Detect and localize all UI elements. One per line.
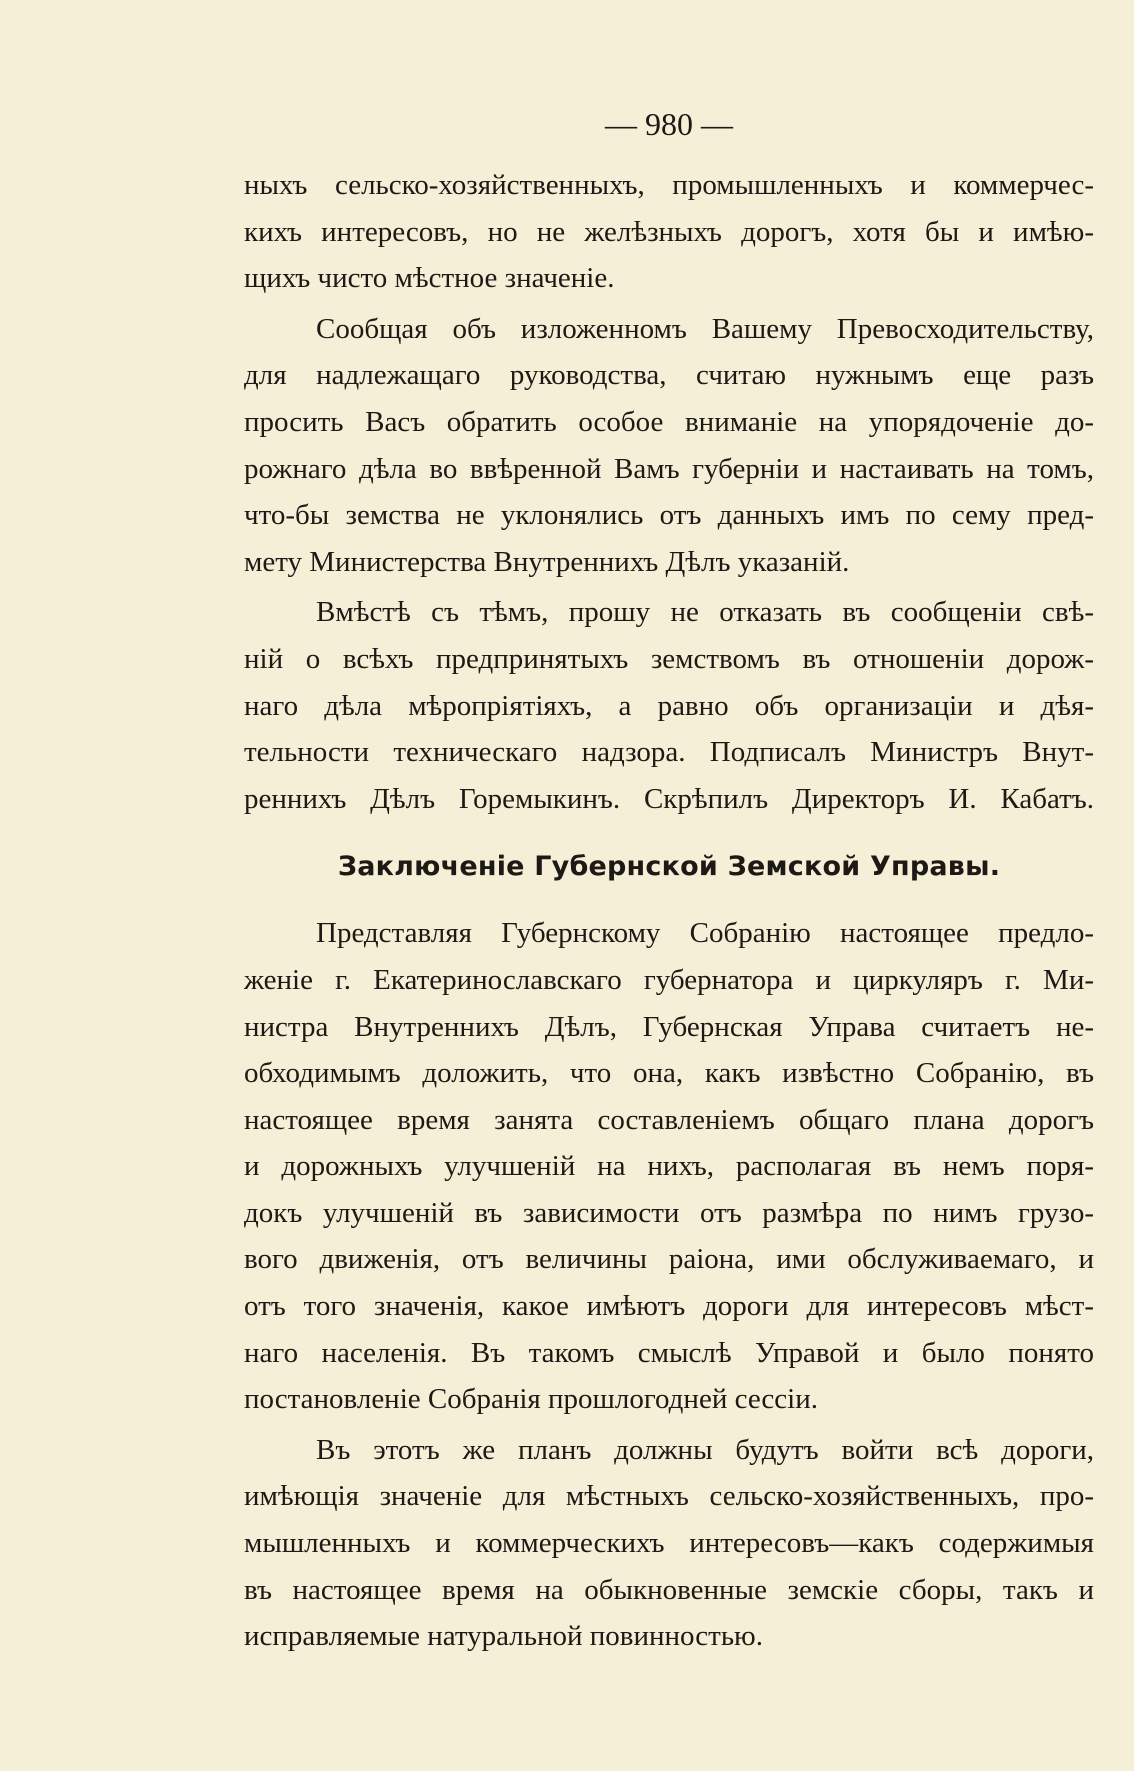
text-line: ній о всѣхъ предпринятыхъ земствомъ въ отношеніи дорож- [244,642,1094,675]
page-number: — 980 — [605,106,733,142]
text-line: реннихъ Дѣлъ Горемыкинъ. Скрѣпилъ Директоръ И. Кабатъ. [244,782,1094,815]
section-heading: Заключеніе Губернской Земской Управы. [337,851,1001,883]
text-line: отъ того значенія, какое имѣютъ дороги для интересовъ мѣст- [244,1290,1094,1323]
text-line: имѣющія значеніе для мѣстныхъ сельско-хозяйственныхъ, про- [244,1480,1094,1513]
text-line: щихъ чисто мѣстное значеніе. [244,262,615,295]
text-line: Представляя Губернскому Собранію настоящее предло- [316,917,1094,950]
paragraph-conclusion [244,910,1094,1423]
text-line: Вмѣстѣ съ тѣмъ, прошу не отказать въ сообщеніи свѣ- [316,596,1094,629]
paragraph-report [244,306,1094,586]
document-body [244,162,1094,1660]
text-line: что-бы земства не уклонялись отъ данныхъ имъ по сему пред- [244,499,1094,532]
paragraph-continuation [244,162,1094,302]
text-line: наго населенія. Въ такомъ смыслѣ Управой и было понято [244,1336,1094,1369]
text-line: и дорожныхъ улучшеній на нихъ, располагая въ немъ поря- [244,1150,1094,1183]
text-line: для надлежащаго руководства, считаю нужнымъ еще разъ [244,359,1094,392]
text-line: Въ этотъ же планъ должны будутъ войти всѣ дороги, [316,1433,1094,1466]
text-line: постановленіе Собранія прошлогодней сессіи. [244,1383,818,1416]
paragraph-plan [244,1427,1094,1660]
text-line: въ настоящее время на обыкновенные земскіе сборы, такъ и [244,1573,1094,1606]
text-line: рожнаго дѣла во ввѣренной Вамъ губерніи и настаивать на томъ, [244,452,1094,485]
paragraph-request [244,589,1094,822]
text-line: вого движенія, отъ величины раіона, ими обслуживаемаго, и [244,1243,1094,1276]
text-line: тельности техническаго надзора. Подписалъ Министръ Внут- [244,736,1094,769]
text-line: просить Васъ обратить особое вниманіе на упорядоченіе до- [244,405,1094,438]
text-line: нистра Внутреннихъ Дѣлъ, Губернская Управа считаетъ не- [244,1010,1094,1043]
text-line: обходимымъ доложить, что она, какъ извѣстно Собранію, въ [244,1057,1094,1090]
text-line: ныхъ сельско-хозяйственныхъ, промышленныхъ и коммерчес- [244,169,1094,201]
text-line: настоящее время занята составленіемъ общаго плана дорогъ [244,1103,1094,1136]
text-line: мышленныхъ и коммерческихъ интересовъ—какъ содержимыя [244,1527,1094,1560]
text-line: кихъ интересовъ, но не желѣзныхъ дорогъ, хотя бы и имѣю- [244,215,1094,248]
text-line: наго дѣла мѣропріятіяхъ, а равно объ организаціи и дѣя- [244,689,1094,722]
text-line: женіе г. Екатеринославскаго губернатора и циркуляръ г. Ми- [244,963,1094,996]
text-line: Сообщая объ изложенномъ Вашему Превосходительству, [316,312,1094,345]
text-line: исправляемые натуральной повинностью. [244,1620,763,1653]
text-line: докъ улучшеній въ зависимости отъ размѣра по нимъ грузо- [244,1196,1094,1229]
text-line: мету Министерства Внутреннихъ Дѣлъ указаній. [244,545,850,578]
